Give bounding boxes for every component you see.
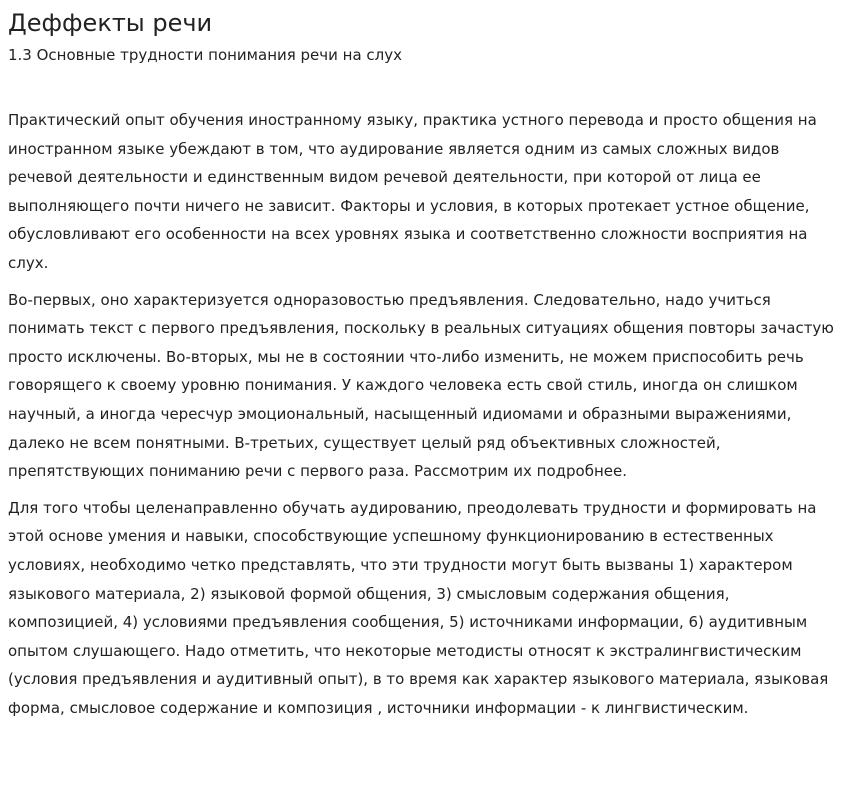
section-heading: 1.3 Основные трудности понимания речи на слух bbox=[8, 46, 403, 64]
article-body bbox=[8, 106, 839, 722]
page-title: Деффекты речи bbox=[8, 9, 213, 37]
paragraph-3: Для того чтобы целенаправленно обучать аудированию, преодолевать трудности и формировать на этой основе умения и навыки, способствующие успешному функционированию в естественных условиях, необходимо четко представлять, что эти трудности могут быть вызваны 1) характером языкового материала, 2) языковой формой общения, 3) смысловым содержания общения, композицией, 4) условиями предъявления сообщения, 5) источниками информации, 6) аудитивным опытом слушающего. Надо отметить, что некоторые методисты относят к экстралингвистическим (условия предъявления и аудитивный опыт), в то время как характер языкового материала, языковая форма, смысловое содержание и композиция , источники информации - к лингвистическим. bbox=[8, 498, 829, 717]
paragraph-2: Во-первых, оно характеризуется одноразовостью предъявления. Следовательно, надо учиться понимать текст с первого предъявления, поскольку в реальных ситуациях общения повторы зачастую просто исключены. Во-вторых, мы не в состоянии что-либо изменить, не можем приспособить речь говорящего к своему уровню понимания. У каждого человека есть свой стиль, иногда он слишком научный, а иногда чересчур эмоциональный, насыщенный идиомами и образными выражениями, далеко не всем понятными. В-третьих, существует целый ряд объективных сложностей, препятствующих пониманию речи с первого раза. Рассмотрим их подробнее. bbox=[8, 290, 834, 481]
paragraph-1: Практический опыт обучения иностранному языку, практика устного перевода и просто общения на иностранном языке убеждают в том, что аудирование является одним из самых сложных видов речевой деятельности и единственным видом речевой деятельности, при которой от лица ее выполняющего почти ничего не зависит. Факторы и условия, в которых протекает устное общение, обусловливают его особенности на всех уровнях языка и соответственно сложности восприятия на слух. bbox=[8, 111, 817, 272]
